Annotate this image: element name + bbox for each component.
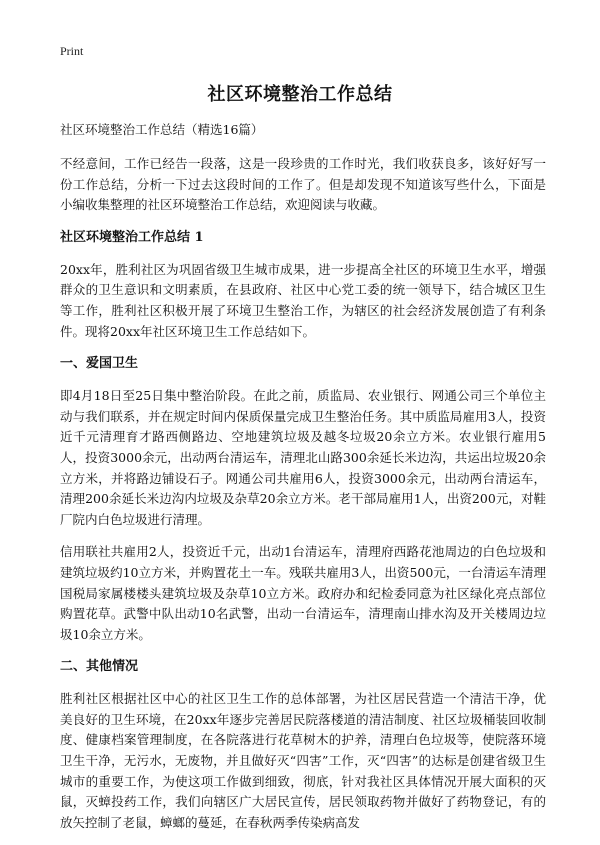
section1-paragraph: 20xx年，胜利社区为巩固省级卫生城市成果，进一步提高全社区的环境卫生水平，增强群众的卫生意识和文明素质，在县政府、社区中心党工委的统一领导下，结合城区卫生等工作，胜利社区积极开展了环境卫生整治工作，为辖区的社会经济发展创造了有利条件。现将20xx年社区环境卫生工作总结如下。: [60, 261, 546, 339]
document-subtitle: 社区环境整治工作总结（精选16篇）: [60, 122, 264, 137]
paragraph-community-work: 胜利社区根据社区中心的社区卫生工作的总体部署，为社区居民营造一个清洁干净，优美良好的卫生环境，在20xx年逐步完善居民院落楼道的清洁制度、社区垃圾桶装回收制度、健康档案管理制度，在各院落进行花草树木的护养，清理白色垃圾等，使院落环境卫生干净，无污水，无废物，并且做好灭“四害”工作，灭“四害”的达标是创建省级卫生城市的重要工作，为使这项工作做到细致，彻底，针对我社区具体情况开展大面积的灭鼠，灭蟑投药工作，我们向辖区广大居民宣传，居民领取药物并做好了药物登记，有的放矢控制了老鼠，蟑螂的蔓延，在春秋两季传染病高发: [60, 691, 546, 830]
intro-paragraph: 不经意间，工作已经告一段落，这是一段珍贵的工作时光，我们收获良多，该好好写一份工作总结，分析一下过去这段时间的工作了。但是却发现不知道该写些什么，下面是小编收集整理的社区环境整治工作总结，欢迎阅读与收藏。: [60, 156, 546, 213]
heading-patriotic-health: 一、爱国卫生: [60, 356, 139, 372]
paragraph-credit-union: 信用联社共雇用2人，投资近千元，出动1台清运车，清理府西路花池周边的白色垃圾和建筑垃圾约10立方米，并购置花土一车。残联共雇用3人，出资500元，一台清运车清理国税局家属楼楼头建筑垃圾及杂草10立方米。政府办和纪检委同意为社区绿化亮点部位购置花草。武警中队出动10名武警，出动一台清运车，清理南山排水沟及开关楼周边垃圾10余立方米。: [60, 544, 546, 642]
print-link[interactable]: Print: [60, 44, 84, 58]
document-body: [60, 120, 546, 845]
section-heading-1: 社区环境整治工作总结 1: [60, 229, 204, 245]
heading-other-situations: 二、其他情况: [60, 659, 139, 675]
document-title: 社区环境整治工作总结: [207, 84, 393, 105]
paragraph-rectification-stage: 即4月18日至25日集中整治阶段。在此之前，质监局、农业银行、网通公司三个单位主动与我们联系，并在规定时间内保质保量完成卫生整治任务。其中质监局雇用3人，投资近千元清理育才路西侧路边、空地建筑垃圾及越冬垃圾20余立方米。农业银行雇用5人，投资3000余元，出动两台清运车，清理北山路300余延长米边沟，共运出垃圾20余立方米，并将路边铺设石子。网通公司共雇用6人，投资3000余元，出动两台清运车，清理200余延长米边沟内垃圾及杂草20余立方米。老干部局雇用1人，出资200元，对鞋厂院内白色垃圾进行清理。: [60, 388, 546, 527]
